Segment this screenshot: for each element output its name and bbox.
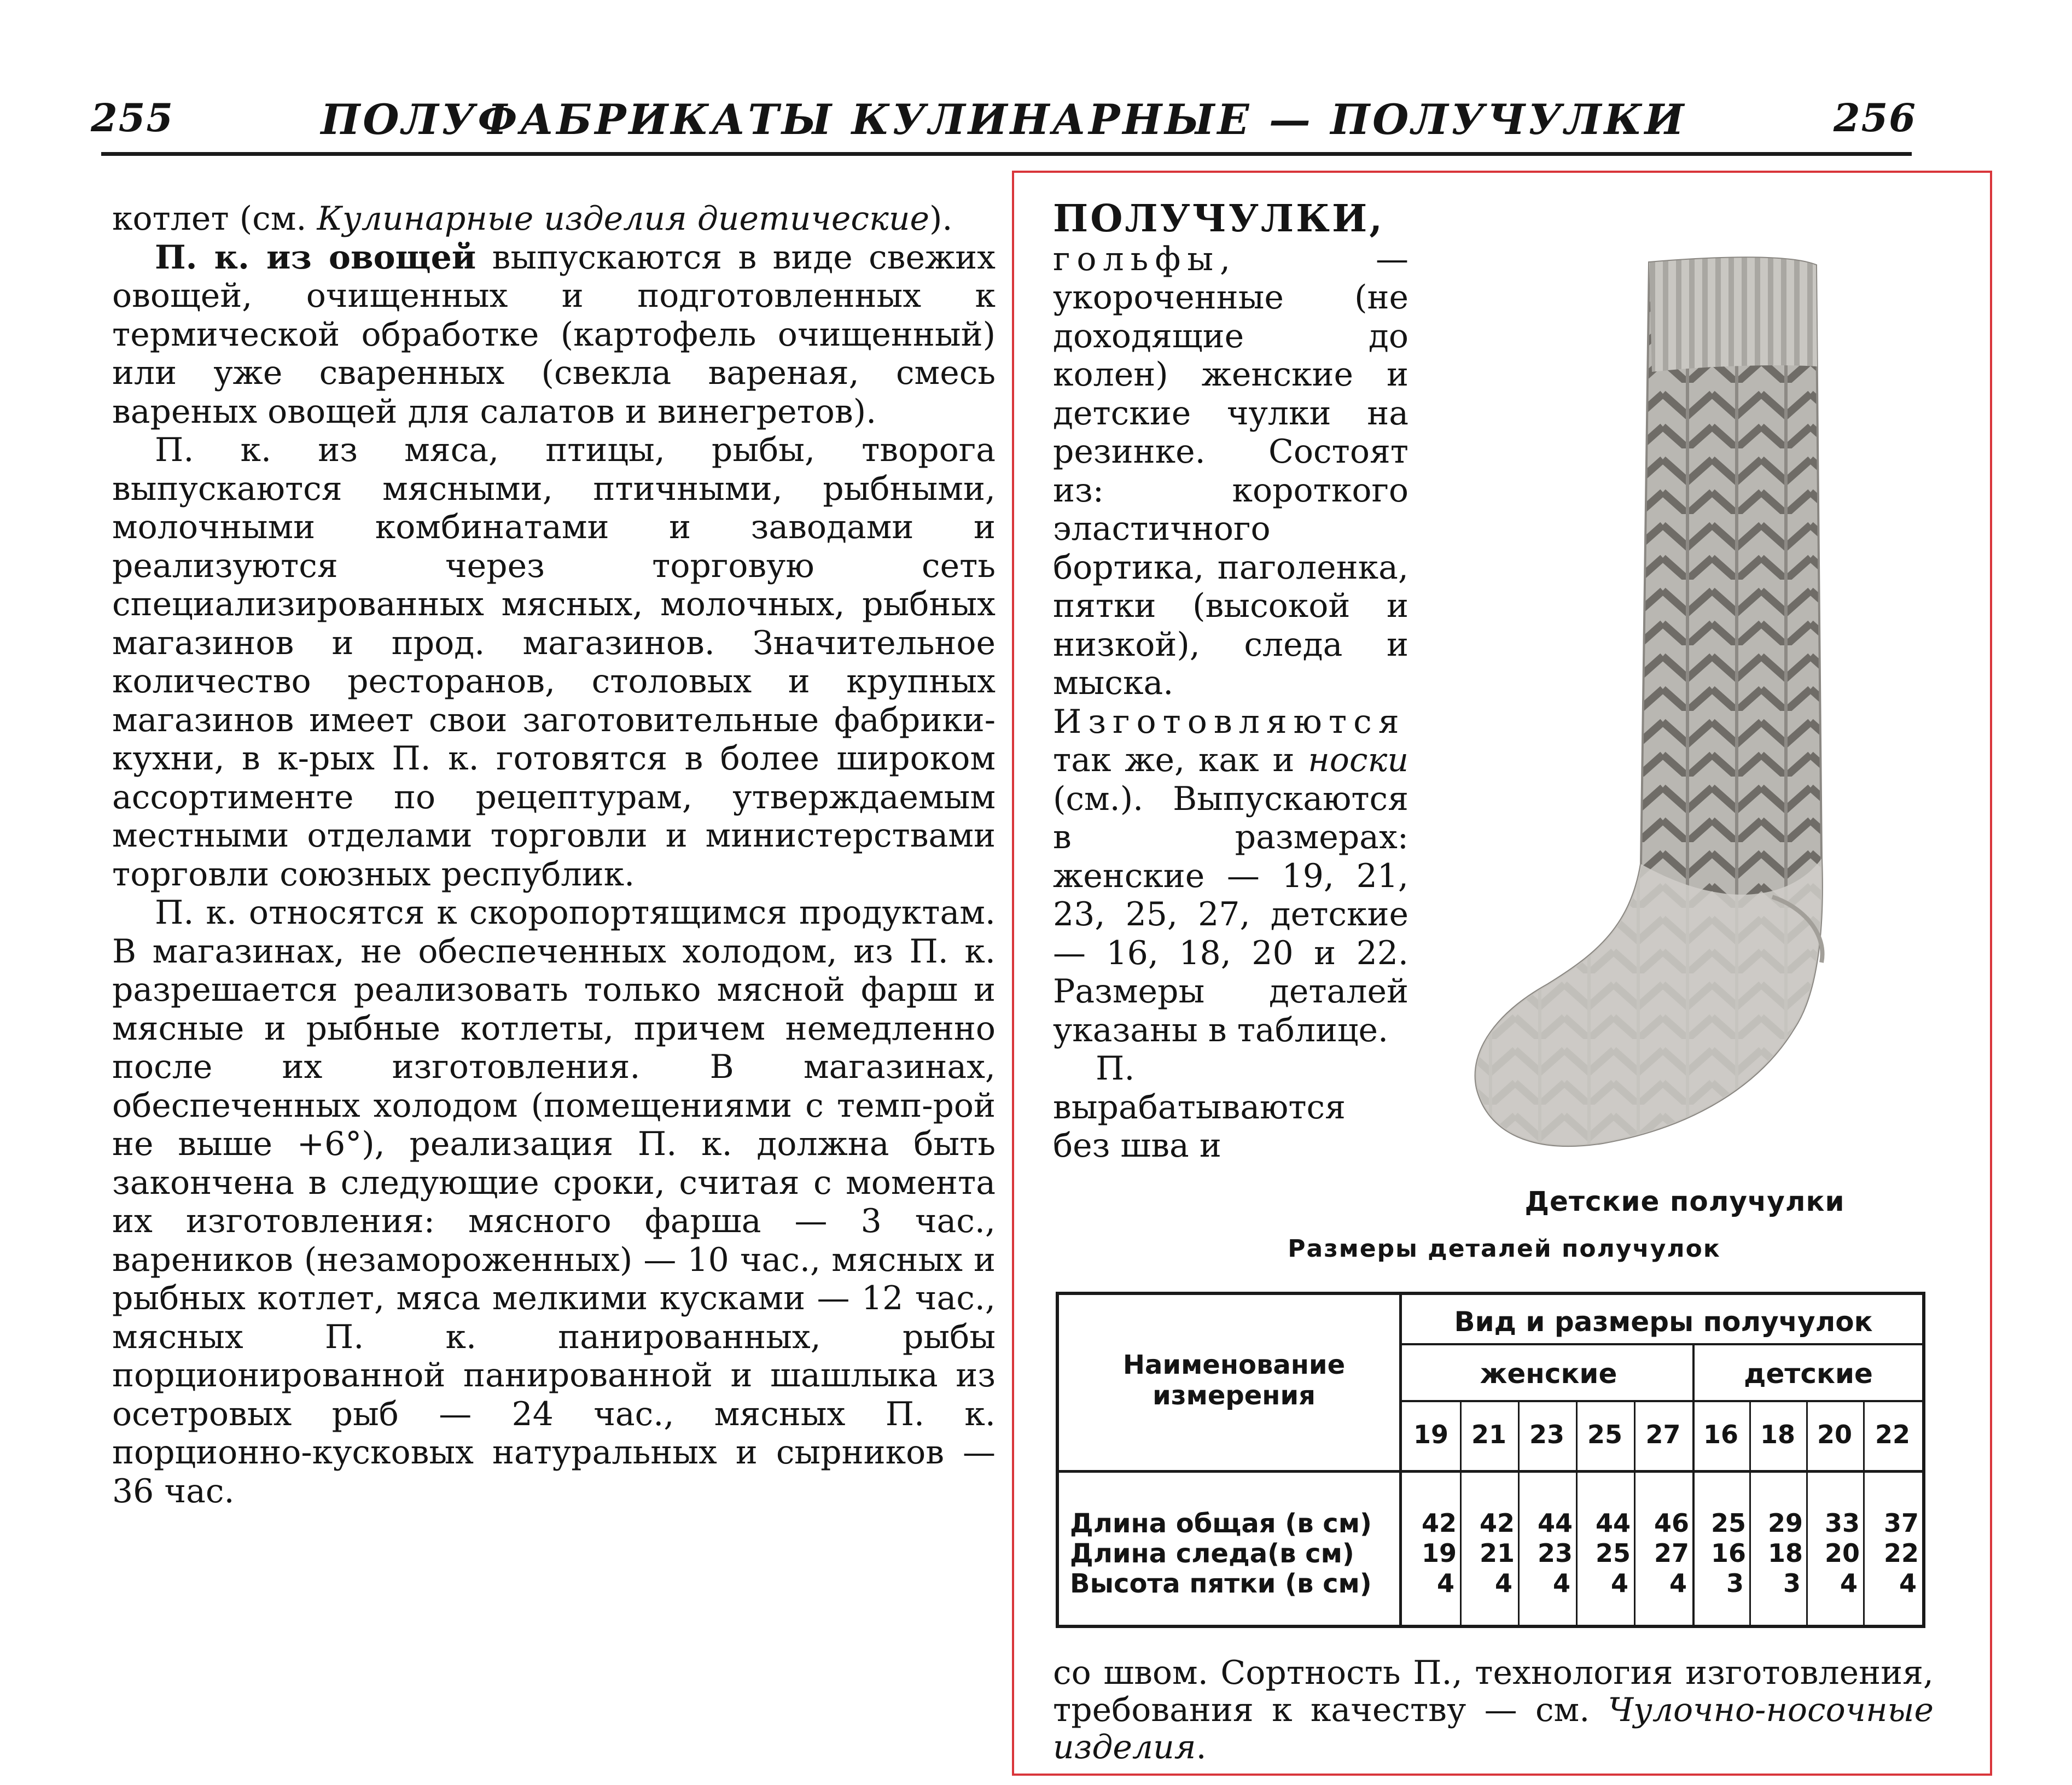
paragraph-1 <box>112 200 996 238</box>
page-number-left: 255 <box>91 95 174 141</box>
table-cell: 29 <box>1768 1508 1803 1538</box>
def-2: так же, как и <box>1053 741 1308 779</box>
table-caption: Размеры деталей получулок <box>1288 1235 1721 1263</box>
table-divider <box>1059 1470 1922 1473</box>
row-label: Длина общая (в см) <box>1070 1508 1372 1539</box>
table-cell: 19 <box>1422 1538 1457 1568</box>
article-text <box>1053 197 1409 1165</box>
row-label: Высота пятки (в см) <box>1070 1568 1372 1599</box>
table-cell: 4 <box>1899 1568 1917 1598</box>
table-cell: 18 <box>1768 1538 1803 1568</box>
sizes-table <box>1056 1292 1925 1628</box>
def-3: (см.). Выпускаются в размерах: женские — 19, 21, 23, 25, 27, детские — 16, 18, 20 и 22. Размеры деталей указаны в таблице. <box>1053 779 1409 1049</box>
table-cell: 46 <box>1654 1508 1690 1538</box>
table-cell: 25 <box>1596 1538 1631 1568</box>
table-cell: 44 <box>1596 1508 1631 1538</box>
paragraph-2 <box>112 238 996 431</box>
table-cell: 4 <box>1552 1568 1570 1598</box>
women-header: женские <box>1480 1358 1617 1390</box>
def-1: — укороченные (не доходящие до колен) женские и детские чулки на резинке. Состоят из: короткого эластичного бортика, паголенка, пятки (высокой и низкой), следа и мыска. <box>1053 240 1409 702</box>
continuation-text <box>1053 1654 1934 1766</box>
paragraph-4: П. к. относятся к скоропортящимся продуктам. В магазинах, не обеспеченных холодом, из П. к. разрешается реализовать только мясной фарш и мясные и рыбные котлеты, причем немедленно после их изготовления. В магазинах, обеспеченных холодом (помещениями с темп-рой не выше +6°), реализация П. к. должна быть закончена в следующие сроки, считая с момента их изготовления: мясного фарша — 3 час., вареников (незамороженных) — 10 час., мясных и рыбных котлет, мяса мелкими кусками — 12 час., мясных П. к. панированных, рыбы порционированной панированной и шашлыка из осетровых рыб — 24 час., мясных П. к. порционно-кусковых натуральных и сырников — 36 час. <box>112 894 996 1510</box>
table-divider <box>1460 1402 1462 1625</box>
subheading-vegetables: П. к. из овощей <box>155 238 476 277</box>
table-cell: 27 <box>1654 1538 1690 1568</box>
table-divider <box>1402 1400 1922 1402</box>
table-cell: 42 <box>1422 1508 1457 1538</box>
cross-reference-link[interactable]: Кулинарные изделия диетические <box>317 200 929 238</box>
table-divider <box>1749 1402 1751 1625</box>
table-divider <box>1806 1402 1808 1625</box>
figure-caption: Детские получулки <box>1524 1186 1845 1217</box>
cross-reference-hosiery[interactable]: Чулочно-носочные изделия <box>1053 1691 1934 1766</box>
table-cell: 25 <box>1711 1508 1747 1538</box>
size-header-19: 19 <box>1413 1420 1448 1449</box>
paragraph-3: П. к. из мяса, птицы, рыбы, творога выпускаются мясными, птичными, рыбными, молочными комбинатами и заводами и реализуются через торговую сеть специализированных мясных, молочных, рыбных магазинов и прод. магазинов. Значительное количество ресторанов, столовых и крупных магазинов имеет свои заготовительные фабрики-кухни, в к-рых П. к. готовятся в более широком ассортименте по рецептурам, утверждаемым местными отделами торговли и министерствами торговли союзных республик. <box>112 431 996 894</box>
table-divider <box>1518 1402 1520 1625</box>
size-header-22: 22 <box>1875 1420 1910 1449</box>
size-header-16: 16 <box>1703 1420 1738 1449</box>
group-header: Вид и размеры получулок <box>1454 1306 1873 1338</box>
size-header-23: 23 <box>1529 1420 1564 1449</box>
alt-term: гольфы, <box>1053 240 1237 278</box>
cross-reference-socks[interactable]: носки <box>1308 741 1409 779</box>
table-divider <box>1634 1402 1636 1625</box>
table-cell: 22 <box>1884 1538 1919 1568</box>
table-cell: 21 <box>1480 1538 1515 1568</box>
size-header-20: 20 <box>1817 1420 1852 1449</box>
p2-text: выпускаются в виде свежих овощей, очищенных и подготовленных к термической обработке (картофель очищенный) или уже сваренных (свекла вареная, смесь вареных овощей для салатов и винегретов). <box>112 238 996 431</box>
table-cell: 4 <box>1669 1568 1687 1598</box>
page-number-right: 256 <box>1833 95 1917 141</box>
table-cell: 3 <box>1726 1568 1744 1598</box>
headword: ПОЛУЧУЛКИ, <box>1053 197 1384 241</box>
size-header-27: 27 <box>1645 1420 1681 1449</box>
left-column <box>112 200 996 1510</box>
table-cell: 20 <box>1825 1538 1860 1568</box>
table-cell: 4 <box>1610 1568 1628 1598</box>
size-header-25: 25 <box>1587 1420 1622 1449</box>
running-header <box>88 92 1920 158</box>
table-cell: 4 <box>1840 1568 1858 1598</box>
table-cell: 3 <box>1783 1568 1801 1598</box>
table-divider <box>1402 1343 1922 1345</box>
row-label: Длина следа(в см) <box>1070 1538 1354 1569</box>
table-divider <box>1692 1345 1695 1625</box>
table-cell: 42 <box>1480 1508 1515 1538</box>
table-cell: 4 <box>1436 1568 1454 1598</box>
article-def-4: П. вырабатываются без шва и <box>1053 1049 1346 1165</box>
table-divider <box>1863 1402 1865 1625</box>
continuation-a: со швом. Сортность П., технология изготовления, требования к качеству — см. <box>1053 1654 1934 1729</box>
table-cell: 4 <box>1494 1568 1512 1598</box>
running-title: ПОЛУФАБРИКАТЫ КУЛИНАРНЫЕ — ПОЛУЧУЛКИ <box>321 95 1687 144</box>
table-cell: 37 <box>1884 1508 1919 1538</box>
p1-text: котлет (см. <box>112 200 317 238</box>
table-cell: 33 <box>1825 1508 1860 1538</box>
continuation-end: . <box>1196 1728 1207 1766</box>
header-rule <box>101 152 1912 156</box>
sock-illustration <box>1466 252 1882 1157</box>
def-spaced: Изготовляются <box>1053 702 1406 741</box>
table-divider <box>1576 1402 1578 1625</box>
p1-end: ). <box>929 200 953 238</box>
children-header: детские <box>1744 1358 1873 1390</box>
table-cell: 23 <box>1538 1538 1573 1568</box>
article-definition <box>1053 197 1409 1049</box>
size-header-18: 18 <box>1760 1420 1795 1449</box>
table-cell: 16 <box>1711 1538 1747 1568</box>
article-continuation <box>1053 1654 1934 1766</box>
table-cell: 44 <box>1538 1508 1573 1538</box>
measure-column-header: Наименование измерения <box>1122 1350 1346 1411</box>
size-header-21: 21 <box>1471 1420 1506 1449</box>
